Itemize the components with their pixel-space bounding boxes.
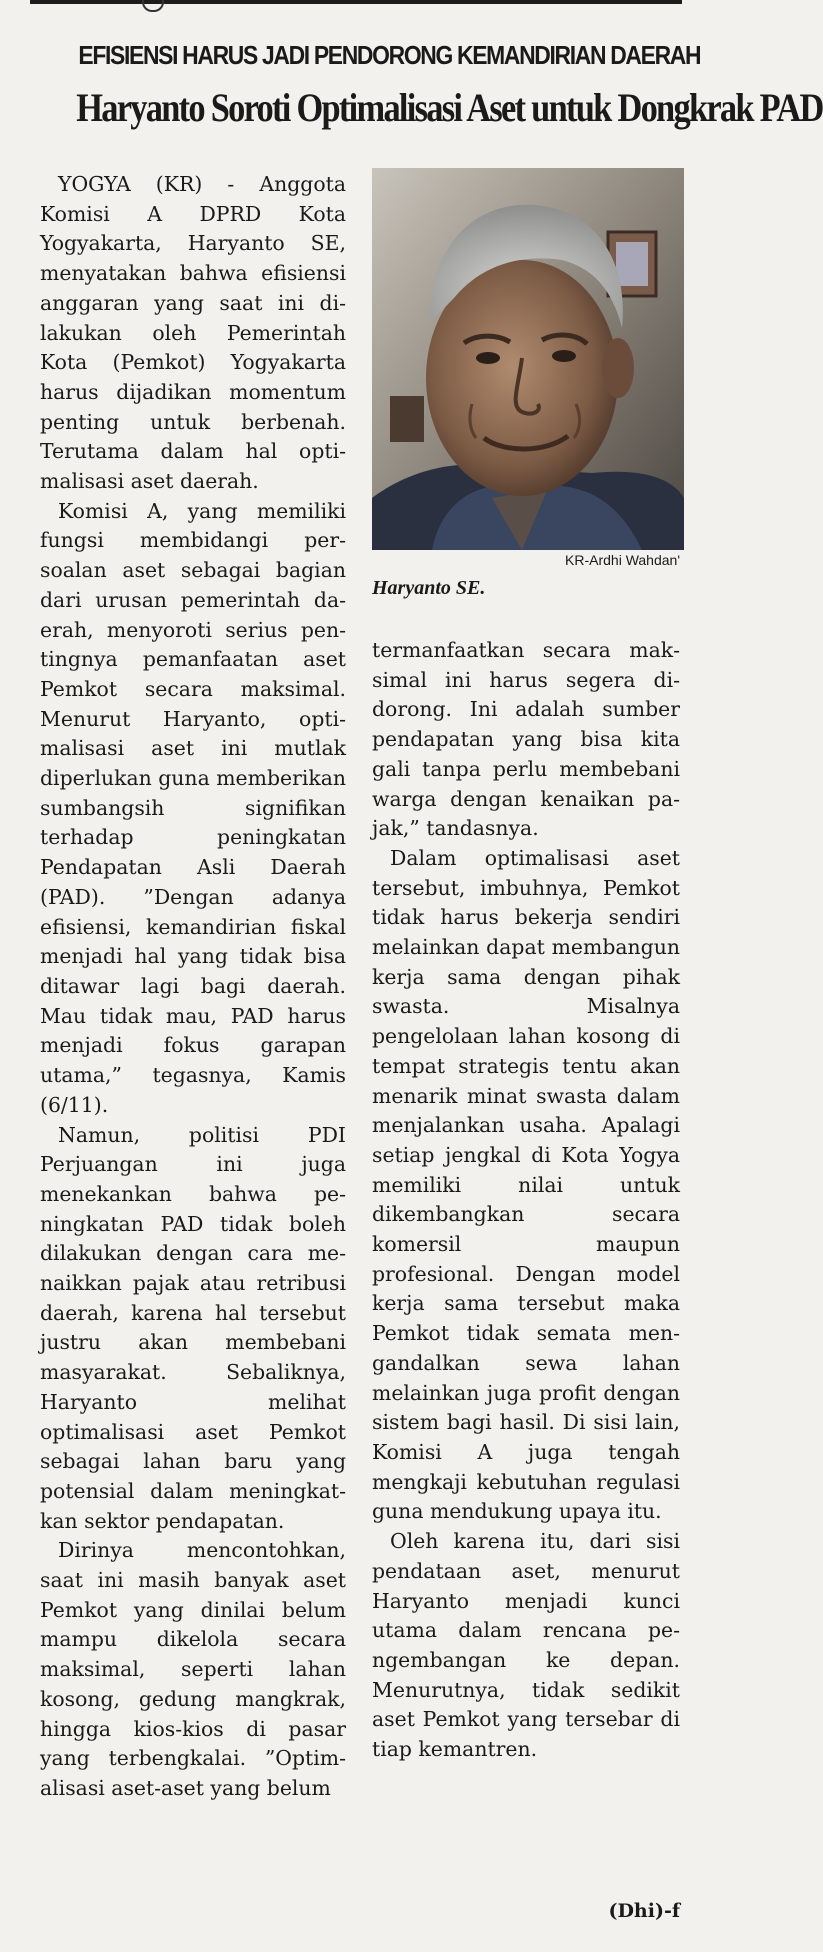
body-paragraph: termanfaatkan secara maksimal ini harus segera didorong. Ini adalah sumber pendapatan yang bisa kita gali tanpa perlu membebani warga dengan kenaikan pajak,” tandasnya. <box>372 638 680 841</box>
body-paragraph: Namun, politisi PDI Perjuangan ini juga menekankan bahwa peningkatan PAD tidak boleh dilakukan dengan cara menaikkan pajak atau retribusi daerah, karena hal tersebut justru akan membebani masyarakat. Sebaliknya, Haryanto melihat optimalisasi aset Pemkot sebagai lahan baru yang potensial dalam meningkatkan sektor pendapatan. <box>40 1122 346 1533</box>
body-paragraph: Oleh karena itu, dari sisi pendataan aset, menurut Haryanto menjadi kunci utama dalam rencana pengembangan ke depan. Menurutnya, tidak sedikit aset Pemkot yang tersebar di tiap kemantren. <box>372 1529 680 1762</box>
body-paragraph: Dalam optimalisasi aset tersebut, imbuhnya, Pemkot tidak harus bekerja sendiri melainkan dapat membangun kerja sama dengan pihak swasta. Misalnya pengelolaan lahan kosong di tempat strategis tentu akan menarik minat swasta dalam menjalankan usaha. Apalagi setiap jengkal di Kota Yogya memiliki nilai untuk dikembangkan secara komersil maupun profesional. Dengan model kerja sama tersebut maka Pemkot tidak semata mengandalkan sewa lahan melainkan juga profit dengan sistem bagi hasil. Di sisi lain, Komisi A juga tengah mengkaji kebutuhan regulasi guna mendukung upaya itu. <box>372 845 680 1524</box>
article-body-left-column <box>40 170 346 1804</box>
portrait-illustration <box>372 168 684 550</box>
page-mark-icon <box>142 0 164 12</box>
photo-credit: KR-Ardhi Wahdan' <box>565 552 680 568</box>
author-signoff: (Dhi)-f <box>608 1900 680 1922</box>
photo-caption: Haryanto SE. <box>372 577 486 599</box>
body-paragraph: Komisi A, yang memiliki fungsi membidangi persoalan aset sebagai bagian dari urusan pemerintah daerah, menyoroti serius pentingnya pemanfaatan aset Pemkot secara maksimal. Menurut Haryanto, optimalisasi aset ini mutlak diperlukan guna memberikan sumbangsih signifikan terhadap peningkatan Pendapatan Asli Daerah (PAD). ”Dengan adanya efisiensi, kemandirian fiskal menjadi hal yang tidak bisa ditawar lagi bagi daerah. Mau tidak mau, PAD harus menjadi fokus garapan utama,” tegasnya, Kamis (6/11). <box>40 498 346 1117</box>
body-paragraph: YOGYA (KR) - Anggota Komisi A DPRD Kota Yogyakarta, Haryanto SE, menyatakan bahwa efisiensi anggaran yang saat ini dilakukan oleh Pemerintah Kota (Pemkot) Yogyakarta harus dijadikan momentum penting untuk berbenah. Terutama dalam hal optimalisasi aset daerah. <box>40 172 346 494</box>
article-headline: Haryanto Soroti Optimalisasi Aset untuk Dongkrak PAD <box>76 85 823 130</box>
body-paragraph: Dirinya mencontohkan, saat ini masih banyak aset Pemkot yang dinilai belum mampu dikelola secara maksimal, seperti lahan kosong, gedung mangkrak, hingga kios-kios di pasar yang terbengkalai. ”Optimalisasi aset-aset yang belum <box>40 1538 346 1800</box>
article-body-right-column <box>372 636 680 1765</box>
portrait-photo <box>372 168 684 550</box>
article-kicker: EFISIENSI HARUS JADI PENDORONG KEMANDIRIAN DAERAH <box>78 40 701 70</box>
top-rule <box>30 0 682 4</box>
